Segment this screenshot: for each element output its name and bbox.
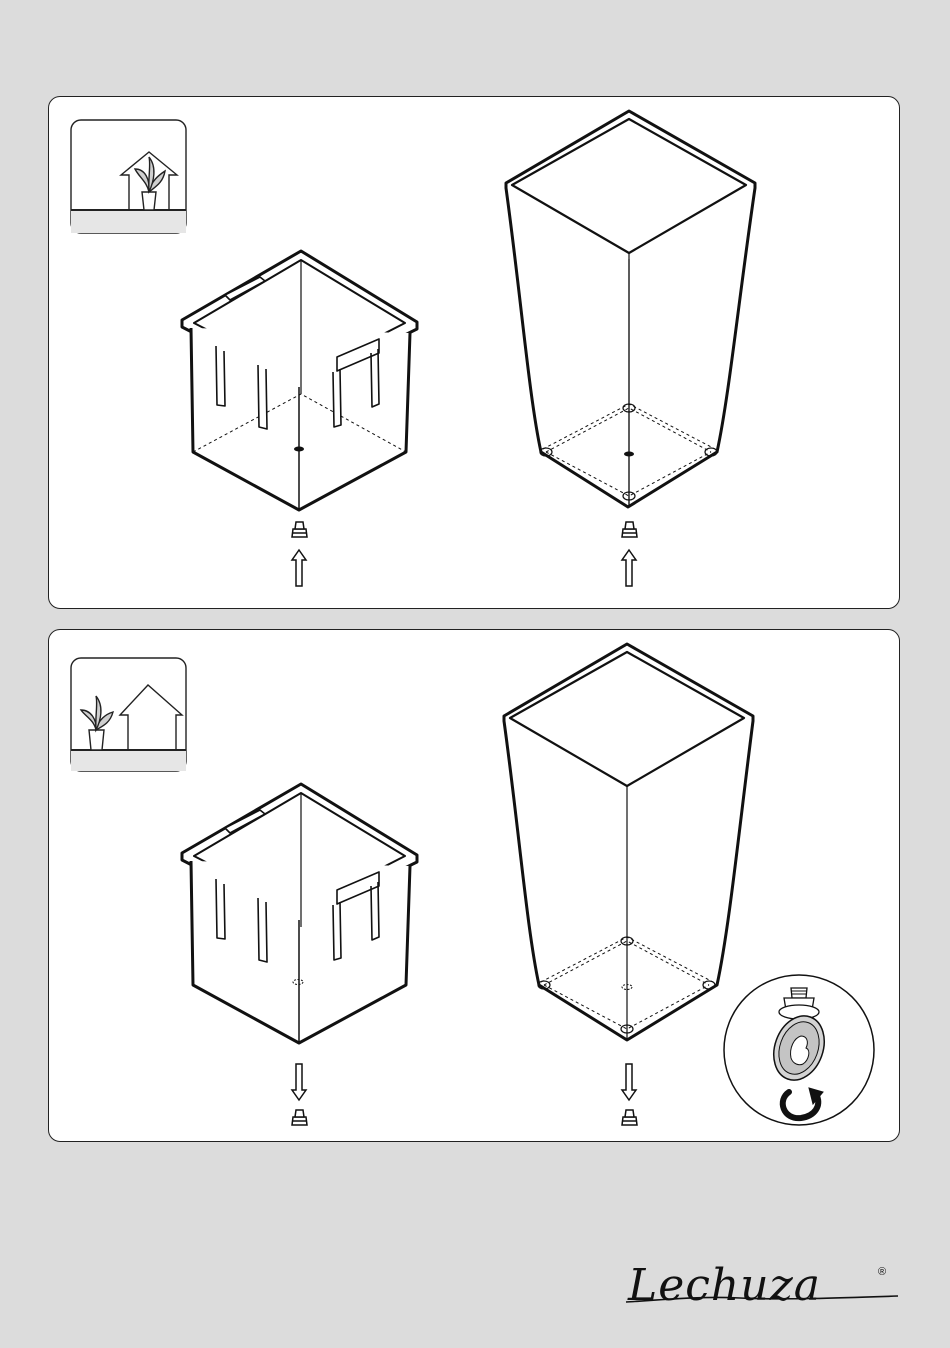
coin-unscrew-plug-detail-icon <box>724 975 874 1125</box>
tall-tapered-planter <box>504 644 753 1040</box>
house-with-plant-inside-icon <box>71 120 186 233</box>
plug-remove-down-left <box>292 1064 307 1125</box>
brand-logo <box>620 1262 910 1312</box>
brand-name: Lechuza <box>628 1260 821 1311</box>
indoor-scene <box>49 97 901 610</box>
plug-insert-up-left <box>292 522 307 586</box>
square-planter-insert <box>182 251 417 510</box>
plug-insert-up-right <box>622 522 637 586</box>
plant-outside-house-icon <box>71 658 186 771</box>
square-planter-insert <box>182 784 417 1043</box>
registered-mark: ® <box>878 1266 887 1278</box>
indoor-instruction-panel <box>48 96 900 609</box>
plug-remove-down-right <box>622 1064 637 1125</box>
outdoor-scene <box>49 630 901 1143</box>
outdoor-instruction-panel <box>48 629 900 1142</box>
tall-tapered-planter <box>506 111 755 507</box>
